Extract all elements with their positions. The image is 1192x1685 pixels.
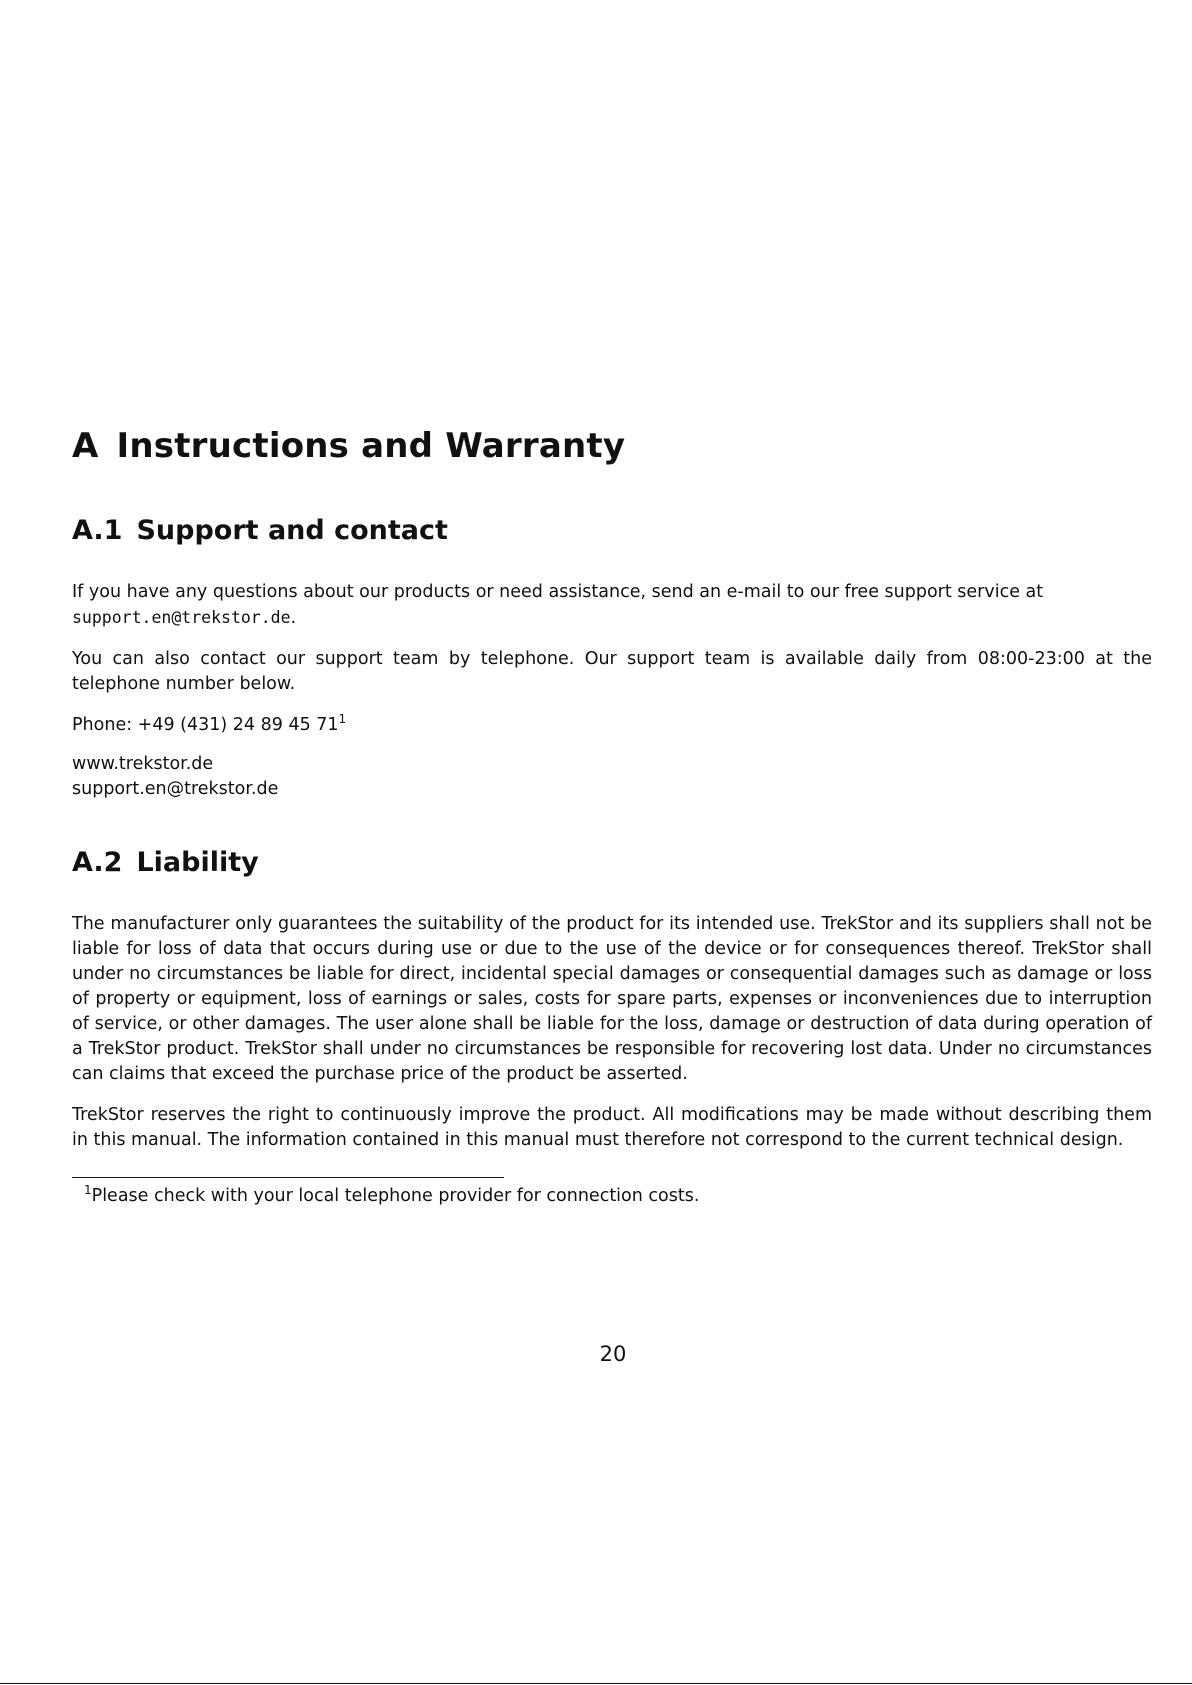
footnote-text: Please check with your local telephone provider for connection costs.	[91, 1186, 700, 1206]
improvement-paragraph: TrekStor reserves the right to continuously improve the product. All modifications may be made without describing them in this manual. The information contained in this manual must therefore not correspond to the current technical design.	[72, 1105, 1152, 1150]
footnote-rule	[72, 1177, 504, 1178]
sentence-end: .	[290, 608, 297, 628]
section-number: A.1	[72, 515, 123, 546]
chapter-number: A	[72, 426, 99, 466]
website-link[interactable]: www.trekstor.de	[72, 754, 214, 774]
footnote-marker: 1	[338, 712, 347, 726]
phone-number: Phone: +49 (431) 24 89 45 71	[72, 715, 339, 735]
contact-block	[72, 752, 1152, 802]
support-paragraph-email	[72, 580, 1152, 631]
chapter-title: Instructions and Warranty	[116, 426, 626, 466]
phone-line	[72, 713, 1152, 738]
support-email-inline: support.en@trekstor.de	[72, 608, 291, 627]
support-paragraph-telephone: You can also contact our support team by telephone. Our support team is available daily from 08:00-23:00 at the telephone number below.	[72, 649, 1152, 694]
footnote-number: 1	[84, 1183, 92, 1197]
footnote	[72, 1184, 1152, 1209]
chapter-heading	[72, 422, 1152, 470]
liability-paragraph: The manufacturer only guarantees the suitability of the product for its intended use. TrekStor and its suppliers shall not be liable for loss of data that occurs during use or due to the use of the device or for consequences thereof. TrekStor shall under no circumstances be liable for direct, incidental special damages or consequential damages such as damage or loss of property or equipment, loss of earnings or sales, costs for spare parts, expenses or inconveniences due to interruption of service, or other damages. The user alone shall be liable for the loss, damage or destruction of data during operation of a TrekStor product. TrekStor shall under no circumstances be responsible for recovering lost data. Under no circumstances can claims that exceed the purchase price of the product be asserted.	[72, 914, 1152, 1084]
section-number: A.2	[72, 847, 123, 878]
email-link[interactable]: support.en@trekstor.de	[72, 779, 279, 799]
section-heading-liability	[72, 844, 1152, 882]
section-heading-support	[72, 512, 1152, 550]
support-intro-text: If you have any questions about our products or need assistance, send an e-mail to our free support service at	[72, 582, 1044, 602]
section-title: Support and contact	[136, 515, 448, 546]
bottom-edge-rule	[0, 1683, 1192, 1684]
page-number: 20	[599, 1342, 627, 1366]
section-title: Liability	[136, 847, 259, 878]
page-content	[72, 422, 1152, 1209]
